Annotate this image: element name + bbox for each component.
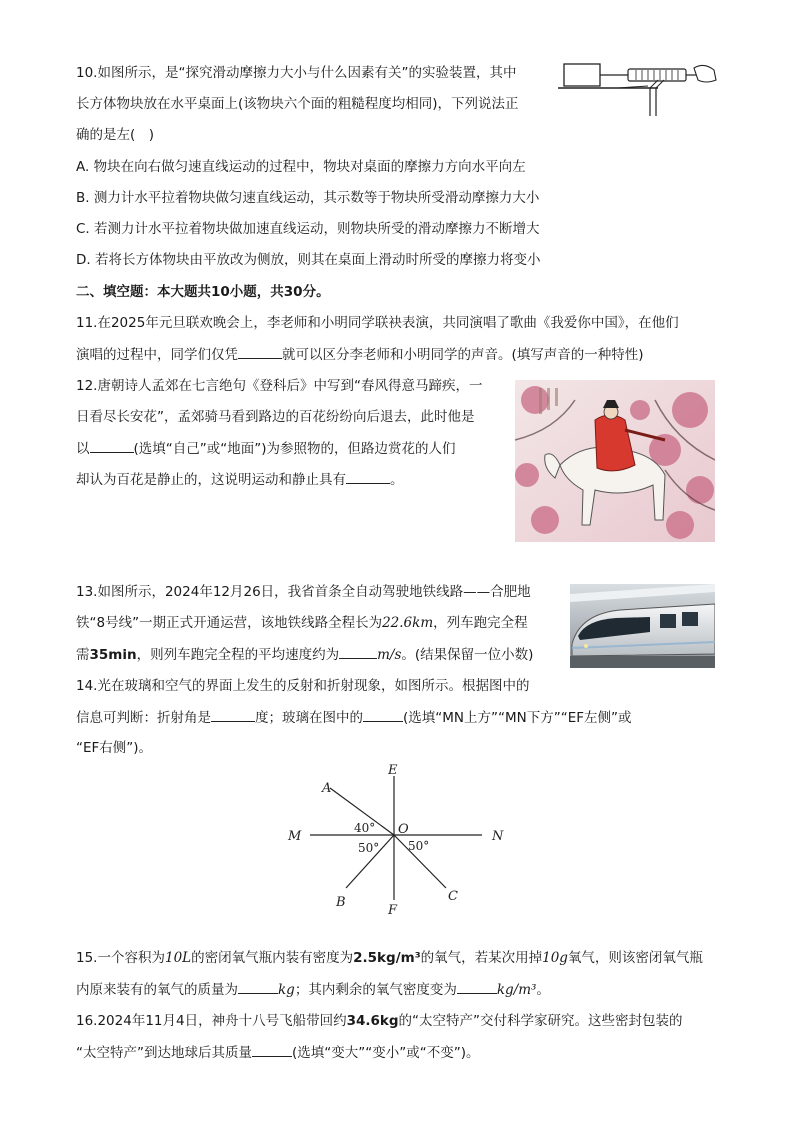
answer-blank[interactable] <box>363 707 403 722</box>
answer-blank[interactable] <box>238 979 278 994</box>
answer-blank[interactable] <box>211 707 255 722</box>
q14-line3: “EF右侧”)。 <box>76 740 153 756</box>
q15-line2: 内原来装有的氧气的质量为 kg；其内剩余的氧气密度变为 kg/m³。 <box>76 979 550 1000</box>
q13-line1: 13.如图所示，2024年12月26日，我省首条全自动驾驶地铁线路——合肥地 <box>76 584 531 600</box>
q10-option-c: C. 若测力计水平拉着物块做加速直线运动，则物块所受的滑动摩擦力不断增大 <box>76 221 540 237</box>
q14-line1: 14.光在玻璃和空气的界面上发生的反射和折射现象，如图所示。根据图中的 <box>76 678 530 694</box>
angle-label-50-right: 50° <box>408 839 430 853</box>
label-c: C <box>448 889 458 904</box>
q10-line1: 10.如图所示，是“探究滑动摩擦力大小与什么因素有关”的实验装置，其中 <box>76 65 517 81</box>
friction-apparatus-figure <box>558 58 718 120</box>
q12-line2: 日看尽长安花”，孟郊骑马看到路边的百花纷纷向后退去，此时他是 <box>76 409 475 425</box>
q13-line2: 铁“8号线”一期正式开通运营，该地铁线路全程长为22.6km，列车跑完全程 <box>76 615 528 631</box>
q12-line3: 以 (选填“自己”或“地面”)为参照物的，但路边赏花的人们 <box>76 438 456 459</box>
label-a: A <box>322 781 332 796</box>
q14-line2: 信息可判断：折射角是 度；玻璃在图中的 (选填“MN上方”“MN下方”“EF左侧”或 <box>76 707 632 728</box>
answer-blank[interactable] <box>339 644 377 659</box>
q13-line3: 需35min，则列车跑完全程的平均速度约为 m/s。(结果保留一位小数) <box>76 644 533 665</box>
q10-option-d: D. 若将长方体物块由平放改为侧放，则其在桌面上滑动时所受的摩擦力将变小 <box>76 252 541 268</box>
q11-line2: 演唱的过程中，同学们仅凭 就可以区分李老师和小明同学的声音。(填写声音的一种特性) <box>76 344 644 365</box>
label-b: B <box>336 895 346 910</box>
label-n: N <box>492 829 504 844</box>
label-f: F <box>388 903 398 918</box>
q16-line1: 16.2024年11月4日，神舟十八号飞船带回约34.6kg的“太空特产”交付科学家研究。这些密封包装的 <box>76 1013 683 1029</box>
q10-option-b: B. 测力计水平拉着物块做匀速直线运动，其示数等于物块所受滑动摩擦力大小 <box>76 190 540 206</box>
light-refraction-diagram <box>282 758 512 918</box>
angle-label-50-left: 50° <box>358 841 380 855</box>
answer-blank[interactable] <box>90 438 134 453</box>
label-m: M <box>288 829 302 844</box>
q12-line1: 12.唐朝诗人孟郊在七言绝句《登科后》中写到“春风得意马蹄疾，一 <box>76 378 483 394</box>
answer-blank[interactable] <box>346 469 390 484</box>
answer-blank[interactable] <box>457 979 497 994</box>
q11-line1: 11.在2025年元旦联欢晚会上，李老师和小明同学联袂表演，共同演唱了歌曲《我爱你中国》，在他们 <box>76 315 679 331</box>
answer-blank[interactable] <box>252 1042 292 1057</box>
metro-train-photo <box>570 584 715 668</box>
q10-line2: 长方体物块放在水平桌面上(该物块六个面的粗糙程度均相同)，下列说法正 <box>76 96 519 112</box>
label-e: E <box>388 763 398 778</box>
angle-label-40: 40° <box>354 821 376 835</box>
answer-blank[interactable] <box>238 344 282 359</box>
label-o: O <box>398 822 409 837</box>
q12-line4: 却认为百花是静止的，这说明运动和静止具有 。 <box>76 469 404 490</box>
q15-line1: 15.一个容积为10L的密闭氧气瓶内装有密度为2.5kg/m³的氧气，若某次用掉10g氧气，则该密闭氧气瓶 <box>76 950 703 966</box>
section-heading: 二、填空题：本大题共10小题，共30分。 <box>76 284 330 300</box>
q16-line2: “太空特产”到达地球后其质量 (选填“变大”“变小”或“不变”)。 <box>76 1042 480 1063</box>
q10-line3: 确的是左( ) <box>76 127 155 143</box>
horse-rider-painting <box>515 380 715 542</box>
q10-option-a: A. 物块在向右做匀速直线运动的过程中，物块对桌面的摩擦力方向水平向左 <box>76 159 526 175</box>
